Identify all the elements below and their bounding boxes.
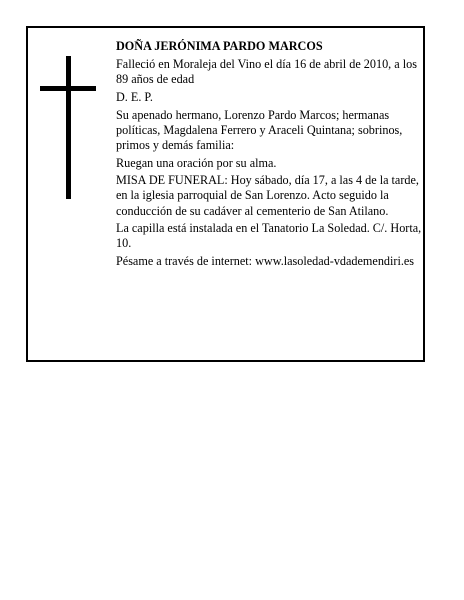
cross-vertical-bar (66, 56, 71, 199)
notice-body (116, 39, 422, 272)
chapel-location: La capilla está instalada en el Tanatorio La Soledad. C/. Horta, 10. (116, 221, 422, 251)
cross-horizontal-bar (40, 86, 96, 91)
prayer-request: Ruegan una oración por su alma. (116, 155, 277, 170)
death-details: Falleció en Moraleja del Vino el día 16 de abril de 2010, a los 89 años de edad (116, 57, 417, 87)
deceased-name: DOÑA JERÓNIMA PARDO MARCOS (116, 39, 323, 53)
obituary-notice (26, 26, 425, 362)
rip-line: D. E. P. (116, 90, 153, 104)
latin-cross-icon (40, 56, 96, 199)
funeral-mass-info: MISA DE FUNERAL: Hoy sábado, día 17, a las 4 de la tarde, en la iglesia parroquial de San Lorenzo. Acto seguido la conducción de su cadáver al cementerio de San Atilano. (116, 173, 419, 218)
online-condolences: Pésame a través de internet: www.lasoledad-vdademendiri.es (116, 253, 415, 268)
family-mourners: Su apenado hermano, Lorenzo Pardo Marcos; hermanas políticas, Magdalena Ferrero y Araceli Quintana; sobrinos, primos y demás familia: (116, 107, 403, 152)
